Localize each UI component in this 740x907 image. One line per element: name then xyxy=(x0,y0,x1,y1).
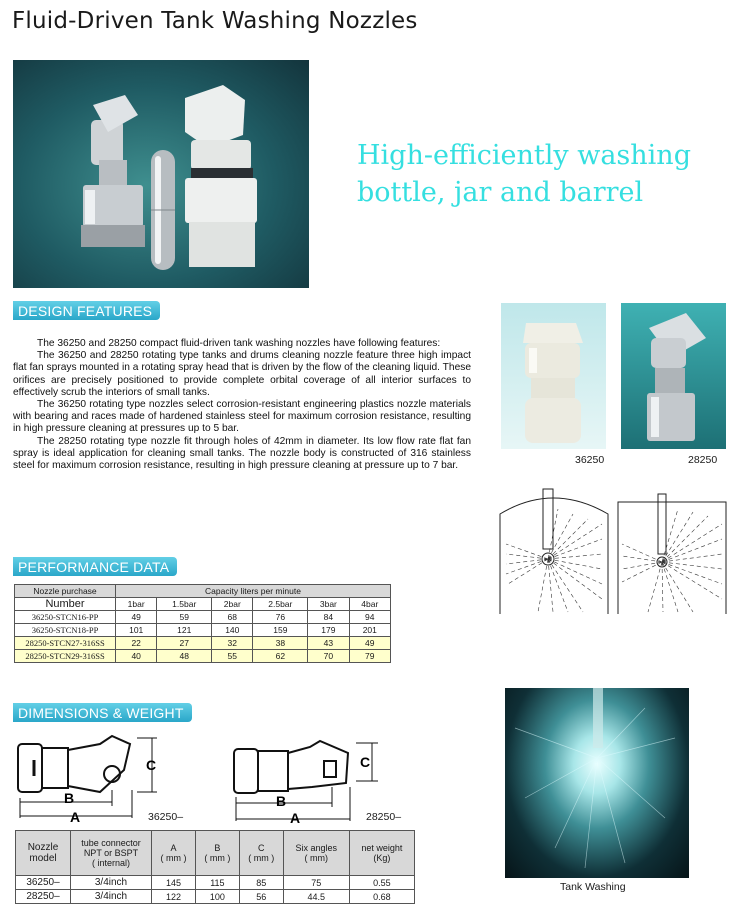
header-number: Number xyxy=(15,598,116,611)
table-row: 28250-STCN29-316SS 40 48 55 62 70 79 xyxy=(15,650,391,663)
table-row: 36250-STCN18-PP 101 121 140 159 179 201 xyxy=(15,624,391,637)
table-row: 28250-STCN27-316SS 22 27 32 38 43 49 xyxy=(15,637,391,650)
pressure-1: 1bar xyxy=(116,598,157,611)
dimension-label-c: C xyxy=(146,757,157,773)
tagline-line-2: bottle, jar and barrel xyxy=(357,177,644,208)
header-b: B ( mm ) xyxy=(195,831,239,876)
tagline-line-1: High-efficiently washing xyxy=(357,140,691,171)
paragraph-rotating: The 36250 and 28250 rotating type tanks and drums cleaning nozzle feature three high impact flat fan sprays mounted in a rotating spray head that is driven by the flow of the cleaning liquid. These orifices are precisely positioned to provide complete orbital coverage of all interior surfaces to effectively scrub the interiors of small tanks. xyxy=(13,350,471,398)
dimension-label-b-2: B xyxy=(276,793,287,809)
table-header-row xyxy=(15,585,391,598)
table-row: 36250-STCN16-PP 49 59 68 76 84 94 xyxy=(15,611,391,624)
performance-table xyxy=(14,584,391,663)
product-label-36250: 36250 xyxy=(575,454,605,466)
performance-data-heading: PERFORMANCE DATA xyxy=(13,557,177,576)
header-net-weight: net weight (Kg) xyxy=(349,831,414,876)
product-photo-28250 xyxy=(621,303,726,449)
dimensions-weight-heading: DIMENSIONS & WEIGHT xyxy=(13,703,192,722)
dimension-label-b: B xyxy=(64,790,75,806)
dimensions-table xyxy=(15,830,415,904)
drawing-model-28250: 28250– xyxy=(366,811,402,823)
dimension-drawing-36250 xyxy=(12,730,222,826)
header-nozzle-model: Nozzle model xyxy=(16,831,71,876)
pressure-header-row xyxy=(15,598,391,611)
paragraph-28250: The 28250 rotating type nozzle fit through holes of 42mm in diameter. Its low flow rate flat fan spray is ideal application for cleaning small tanks. The nozzle body is constructed of 316 stainless steel for maximum corrosion resistance, resulting in high pressure cleaning at pressure up to 7 bar. xyxy=(13,435,471,472)
paragraph-intro: The 36250 and 28250 compact fluid-driven tank washing nozzles have following features: xyxy=(37,338,441,349)
header-six-angles: Six angles ( mm) xyxy=(283,831,349,876)
pressure-2: 2bar xyxy=(212,598,253,611)
spray-pattern-diagrams xyxy=(498,484,728,620)
tank-washing-photo xyxy=(505,688,689,878)
pressure-3: 3bar xyxy=(308,598,349,611)
spray-diagram-svg xyxy=(498,484,728,616)
table-row: 28250– 3/4inch 122 100 56 44.5 0.68 xyxy=(16,890,415,904)
header-tube-connector: tube connector NPT or BSPT ( internal) xyxy=(71,831,152,876)
table-header-row xyxy=(16,831,415,876)
page-title: Fluid-Driven Tank Washing Nozzles xyxy=(12,8,418,34)
design-features-text xyxy=(13,338,471,472)
header-capacity: Capacity liters per minute xyxy=(116,585,391,598)
nozzle-illustration xyxy=(13,60,309,288)
table-row: 36250– 3/4inch 145 115 85 75 0.55 xyxy=(16,876,415,890)
dimension-label-c-2: C xyxy=(360,754,371,770)
pressure-2-5: 2.5bar xyxy=(253,598,308,611)
tank-washing-caption: Tank Washing xyxy=(560,881,626,893)
dimension-label-a: A xyxy=(70,809,81,822)
product-photo-36250 xyxy=(501,303,606,449)
product-label-28250: 28250 xyxy=(688,454,718,466)
design-features-heading: DESIGN FEATURES xyxy=(13,301,160,320)
tagline xyxy=(357,137,691,211)
header-a: A ( mm ) xyxy=(152,831,196,876)
hero-product-photo xyxy=(13,60,309,288)
pressure-1-5: 1.5bar xyxy=(157,598,212,611)
pressure-4: 4bar xyxy=(349,598,390,611)
drawing-model-36250: 36250– xyxy=(148,811,184,823)
dimension-drawing-28250 xyxy=(228,735,388,827)
header-nozzle-purchase: Nozzle purchase xyxy=(15,585,116,598)
paragraph-36250: The 36250 rotating type nozzles select corrosion-resistant engineering plastics nozzle materials with bearing and races made of hardened stainless steel for maximum corrosion resistance, resulting in high pressure cleaning at pressures up to 5 bar. xyxy=(13,399,471,435)
dimension-label-a-2: A xyxy=(290,810,301,823)
header-c: C ( mm ) xyxy=(239,831,283,876)
